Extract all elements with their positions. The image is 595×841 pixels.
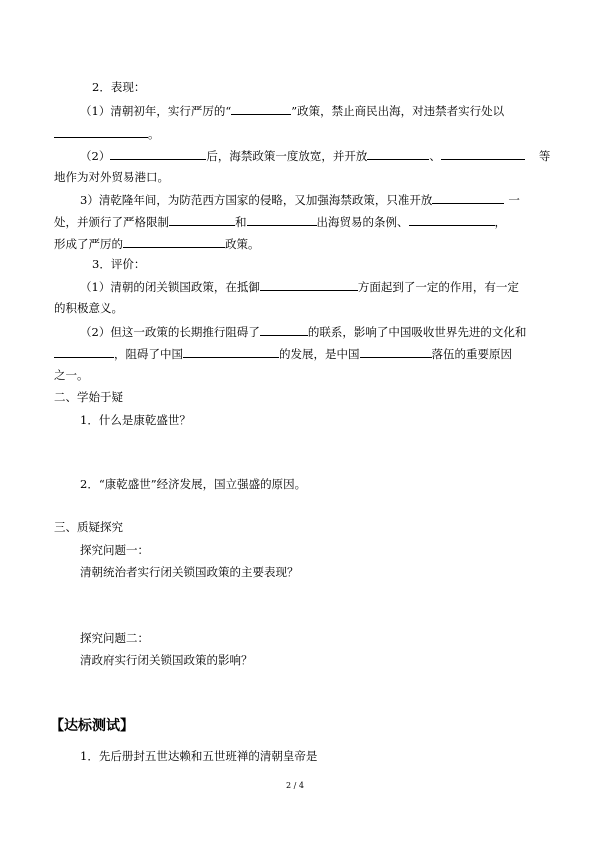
fill-blank[interactable] [247, 214, 317, 226]
fill-blank[interactable] [123, 236, 225, 248]
inquiry-1-question: 清朝统治者实行闭关锁国政策的主要表现？ [80, 565, 299, 579]
eval-2-1 [80, 324, 526, 340]
line-3-3 [54, 236, 260, 252]
text: （2）但这一政策的长期推行阻碍了 [80, 325, 260, 339]
line-2-1 [80, 148, 550, 164]
text: 的发展，是中国 [279, 347, 360, 361]
fill-blank[interactable] [110, 148, 206, 160]
text: （2） [80, 149, 111, 163]
fill-blank[interactable] [432, 192, 504, 204]
fill-blank[interactable] [260, 279, 358, 291]
fill-blank[interactable] [54, 126, 148, 138]
fill-blank[interactable] [441, 148, 525, 160]
fill-blank[interactable] [169, 214, 235, 226]
fill-blank[interactable] [360, 346, 432, 358]
text: 方面起到了一定的作用，有一定 [357, 280, 519, 294]
question-1: 1．什么是康乾盛世？ [80, 413, 191, 427]
fill-blank[interactable] [367, 148, 429, 160]
test-section-heading: 【达标测试】 [50, 718, 134, 734]
inquiry-2-label: 探究问题二： [80, 631, 149, 645]
fill-blank[interactable] [231, 103, 291, 115]
eval-2-2 [54, 346, 512, 362]
text: 一 [508, 193, 520, 207]
line-1-1 [80, 103, 504, 119]
text: 后，海禁政策一度放宽，并开放 [206, 149, 368, 163]
text: 落伍的重要原因 [431, 347, 512, 361]
text: 。 [148, 127, 160, 141]
inquiry-1-label: 探究问题一： [80, 543, 149, 557]
text: ，阻碍了中国 [114, 347, 183, 361]
text: 等 [538, 149, 551, 163]
line-1-2 [54, 126, 160, 142]
page-number: 2 / 4 [286, 781, 304, 790]
inquiry-2-question: 清政府实行闭关锁国政策的影响？ [80, 653, 253, 667]
line-3-2 [54, 214, 506, 230]
test-question-1: 1．先后册封五世达赖和五世班禅的清朝皇帝是 [80, 749, 318, 763]
fill-blank[interactable] [409, 214, 495, 226]
section-3-heading: 三、质疑探究 [54, 520, 123, 534]
eval-1-2: 的积极意义。 [54, 301, 123, 315]
question-2: 2．“康乾盛世”经济发展，国立强盛的原因。 [80, 477, 307, 491]
text: （1）清朝的闭关锁国政策，在抵御 [80, 280, 260, 294]
text: 政策。 [225, 237, 260, 251]
fill-blank[interactable] [260, 324, 308, 336]
text: 形成了严厉的 [54, 237, 123, 251]
eval-1-1 [80, 279, 519, 295]
text: 、 [429, 149, 441, 163]
fill-blank[interactable] [183, 346, 279, 358]
line-2-2: 地作为对外贸易港口。 [54, 170, 169, 184]
eval-2-3: 之一。 [54, 368, 89, 382]
text: 和 [235, 215, 247, 229]
text: （1）清朝初年，实行严厉的“ [80, 104, 232, 118]
text: 出海贸易的条例、 [316, 215, 409, 229]
fill-blank[interactable] [54, 346, 114, 358]
text: 的联系，影响了中国吸收世界先进的文化和 [307, 325, 527, 339]
text: 处，并颁行了严格限制 [54, 215, 169, 229]
item-3-heading: 3．评价： [92, 257, 146, 271]
text: ”政策，禁止商民出海，对违禁者实行处以 [291, 104, 505, 118]
text: 3）清乾隆年间，为防范西方国家的侵略，又加强海禁政策，只准开放 [80, 193, 433, 207]
section-2-heading: 二、学始于疑 [54, 390, 123, 404]
item-2-heading: 2．表现： [92, 80, 146, 94]
line-3-1 [80, 192, 520, 208]
text: ， [494, 215, 506, 229]
